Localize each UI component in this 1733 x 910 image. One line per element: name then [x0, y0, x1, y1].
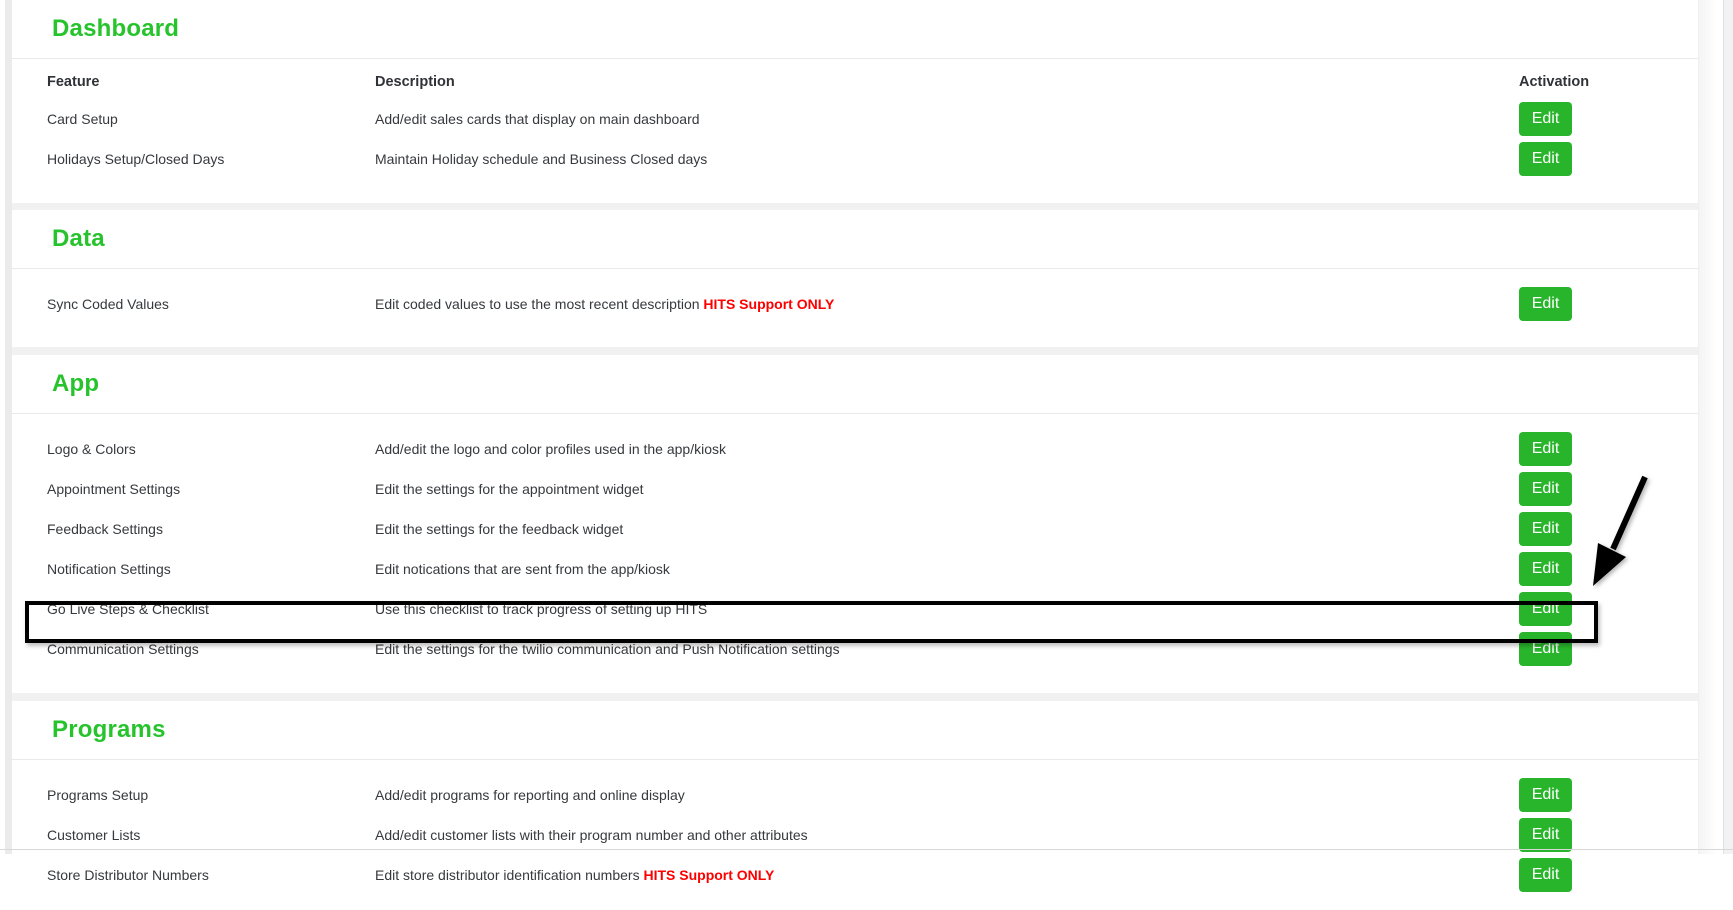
- edit-button[interactable]: Edit: [1519, 512, 1572, 546]
- edit-button[interactable]: Edit: [1519, 432, 1572, 466]
- right-edge-fade: [1699, 0, 1723, 854]
- feature-description: Edit store distributor identification numbers HITS Support ONLY: [375, 867, 775, 883]
- feature-description: Maintain Holiday schedule and Business Closed days: [375, 151, 708, 167]
- section-programs: [12, 715, 1698, 910]
- section-title-dashboard: Dashboard: [52, 15, 180, 42]
- left-edge-strip: [5, 0, 12, 854]
- table-row-store-distributor-numbers: [12, 855, 1698, 895]
- edit-button[interactable]: Edit: [1519, 592, 1572, 626]
- section-title-programs: Programs: [52, 716, 166, 743]
- table-row-communication-settings: [12, 629, 1698, 669]
- section-title-app: App: [52, 370, 100, 397]
- table-row-go-live-checklist: [12, 589, 1698, 629]
- feature-description: Add/edit customer lists with their program number and other attributes: [375, 827, 808, 843]
- feature-name: Logo & Colors: [47, 441, 136, 457]
- feature-name: Programs Setup: [47, 787, 149, 803]
- feature-name: Notification Settings: [47, 561, 171, 577]
- table-row-feedback-settings: [12, 509, 1698, 549]
- edit-button[interactable]: Edit: [1519, 552, 1572, 586]
- table-row-sync-coded-values: [12, 284, 1698, 324]
- feature-name: Sync Coded Values: [47, 296, 169, 312]
- section-title-data: Data: [52, 225, 105, 252]
- support-only-note: HITS Support ONLY: [703, 296, 835, 312]
- section-separator: [12, 203, 1698, 210]
- feature-description: Edit notications that are sent from the app/kiosk: [375, 561, 670, 577]
- feature-name: Appointment Settings: [47, 481, 181, 497]
- table-row-logo-colors: [12, 429, 1698, 469]
- edit-button[interactable]: Edit: [1519, 778, 1572, 812]
- feature-name: Feedback Settings: [47, 521, 163, 537]
- table-row-appointment-settings: [12, 469, 1698, 509]
- feature-name: Holidays Setup/Closed Days: [47, 151, 225, 167]
- feature-name: Go Live Steps & Checklist: [47, 601, 209, 617]
- window-bottom-border: [0, 849, 1733, 850]
- feature-name: Customer Lists: [47, 827, 141, 843]
- feature-description: Use this checklist to track progress of setting up HITS: [375, 601, 708, 617]
- feature-description: Edit the settings for the feedback widget: [375, 521, 624, 537]
- section-dashboard: [12, 14, 1698, 203]
- column-header-description: Description: [375, 74, 455, 90]
- table-row-card-setup: [12, 99, 1698, 139]
- edit-button[interactable]: Edit: [1519, 472, 1572, 506]
- table-header-row: [12, 65, 1698, 99]
- section-separator: [12, 347, 1698, 355]
- feature-name: Communication Settings: [47, 641, 199, 657]
- feature-description: Add/edit sales cards that display on main dashboard: [375, 111, 700, 127]
- feature-description: Edit coded values to use the most recent description HITS Support ONLY: [375, 296, 835, 312]
- edit-button[interactable]: Edit: [1519, 102, 1572, 136]
- edit-button[interactable]: Edit: [1519, 818, 1572, 852]
- edit-button[interactable]: Edit: [1519, 142, 1572, 176]
- settings-content: [12, 0, 1699, 883]
- table-row-programs-setup: [12, 775, 1698, 815]
- section-separator: [12, 693, 1698, 701]
- column-header-activation: Activation: [1519, 74, 1590, 90]
- edit-button[interactable]: Edit: [1519, 287, 1572, 321]
- scrollbar-track[interactable]: [1723, 0, 1733, 854]
- feature-description: Add/edit the logo and color profiles used in the app/kiosk: [375, 441, 727, 457]
- feature-name: Store Distributor Numbers: [47, 867, 209, 883]
- edit-button-communication-settings[interactable]: Edit: [1519, 632, 1572, 666]
- feature-description: Edit the settings for the appointment widget: [375, 481, 644, 497]
- section-data: [12, 224, 1698, 347]
- table-row-notification-settings: [12, 549, 1698, 589]
- feature-name: Card Setup: [47, 111, 118, 127]
- feature-description: Edit the settings for the twilio communication and Push Notification settings: [375, 641, 840, 657]
- support-only-note: HITS Support ONLY: [643, 867, 775, 883]
- column-header-feature: Feature: [47, 74, 100, 90]
- section-app: [12, 369, 1698, 693]
- table-row-holidays-setup: [12, 139, 1698, 179]
- feature-description: Add/edit programs for reporting and online display: [375, 787, 685, 803]
- edit-button[interactable]: Edit: [1519, 858, 1572, 892]
